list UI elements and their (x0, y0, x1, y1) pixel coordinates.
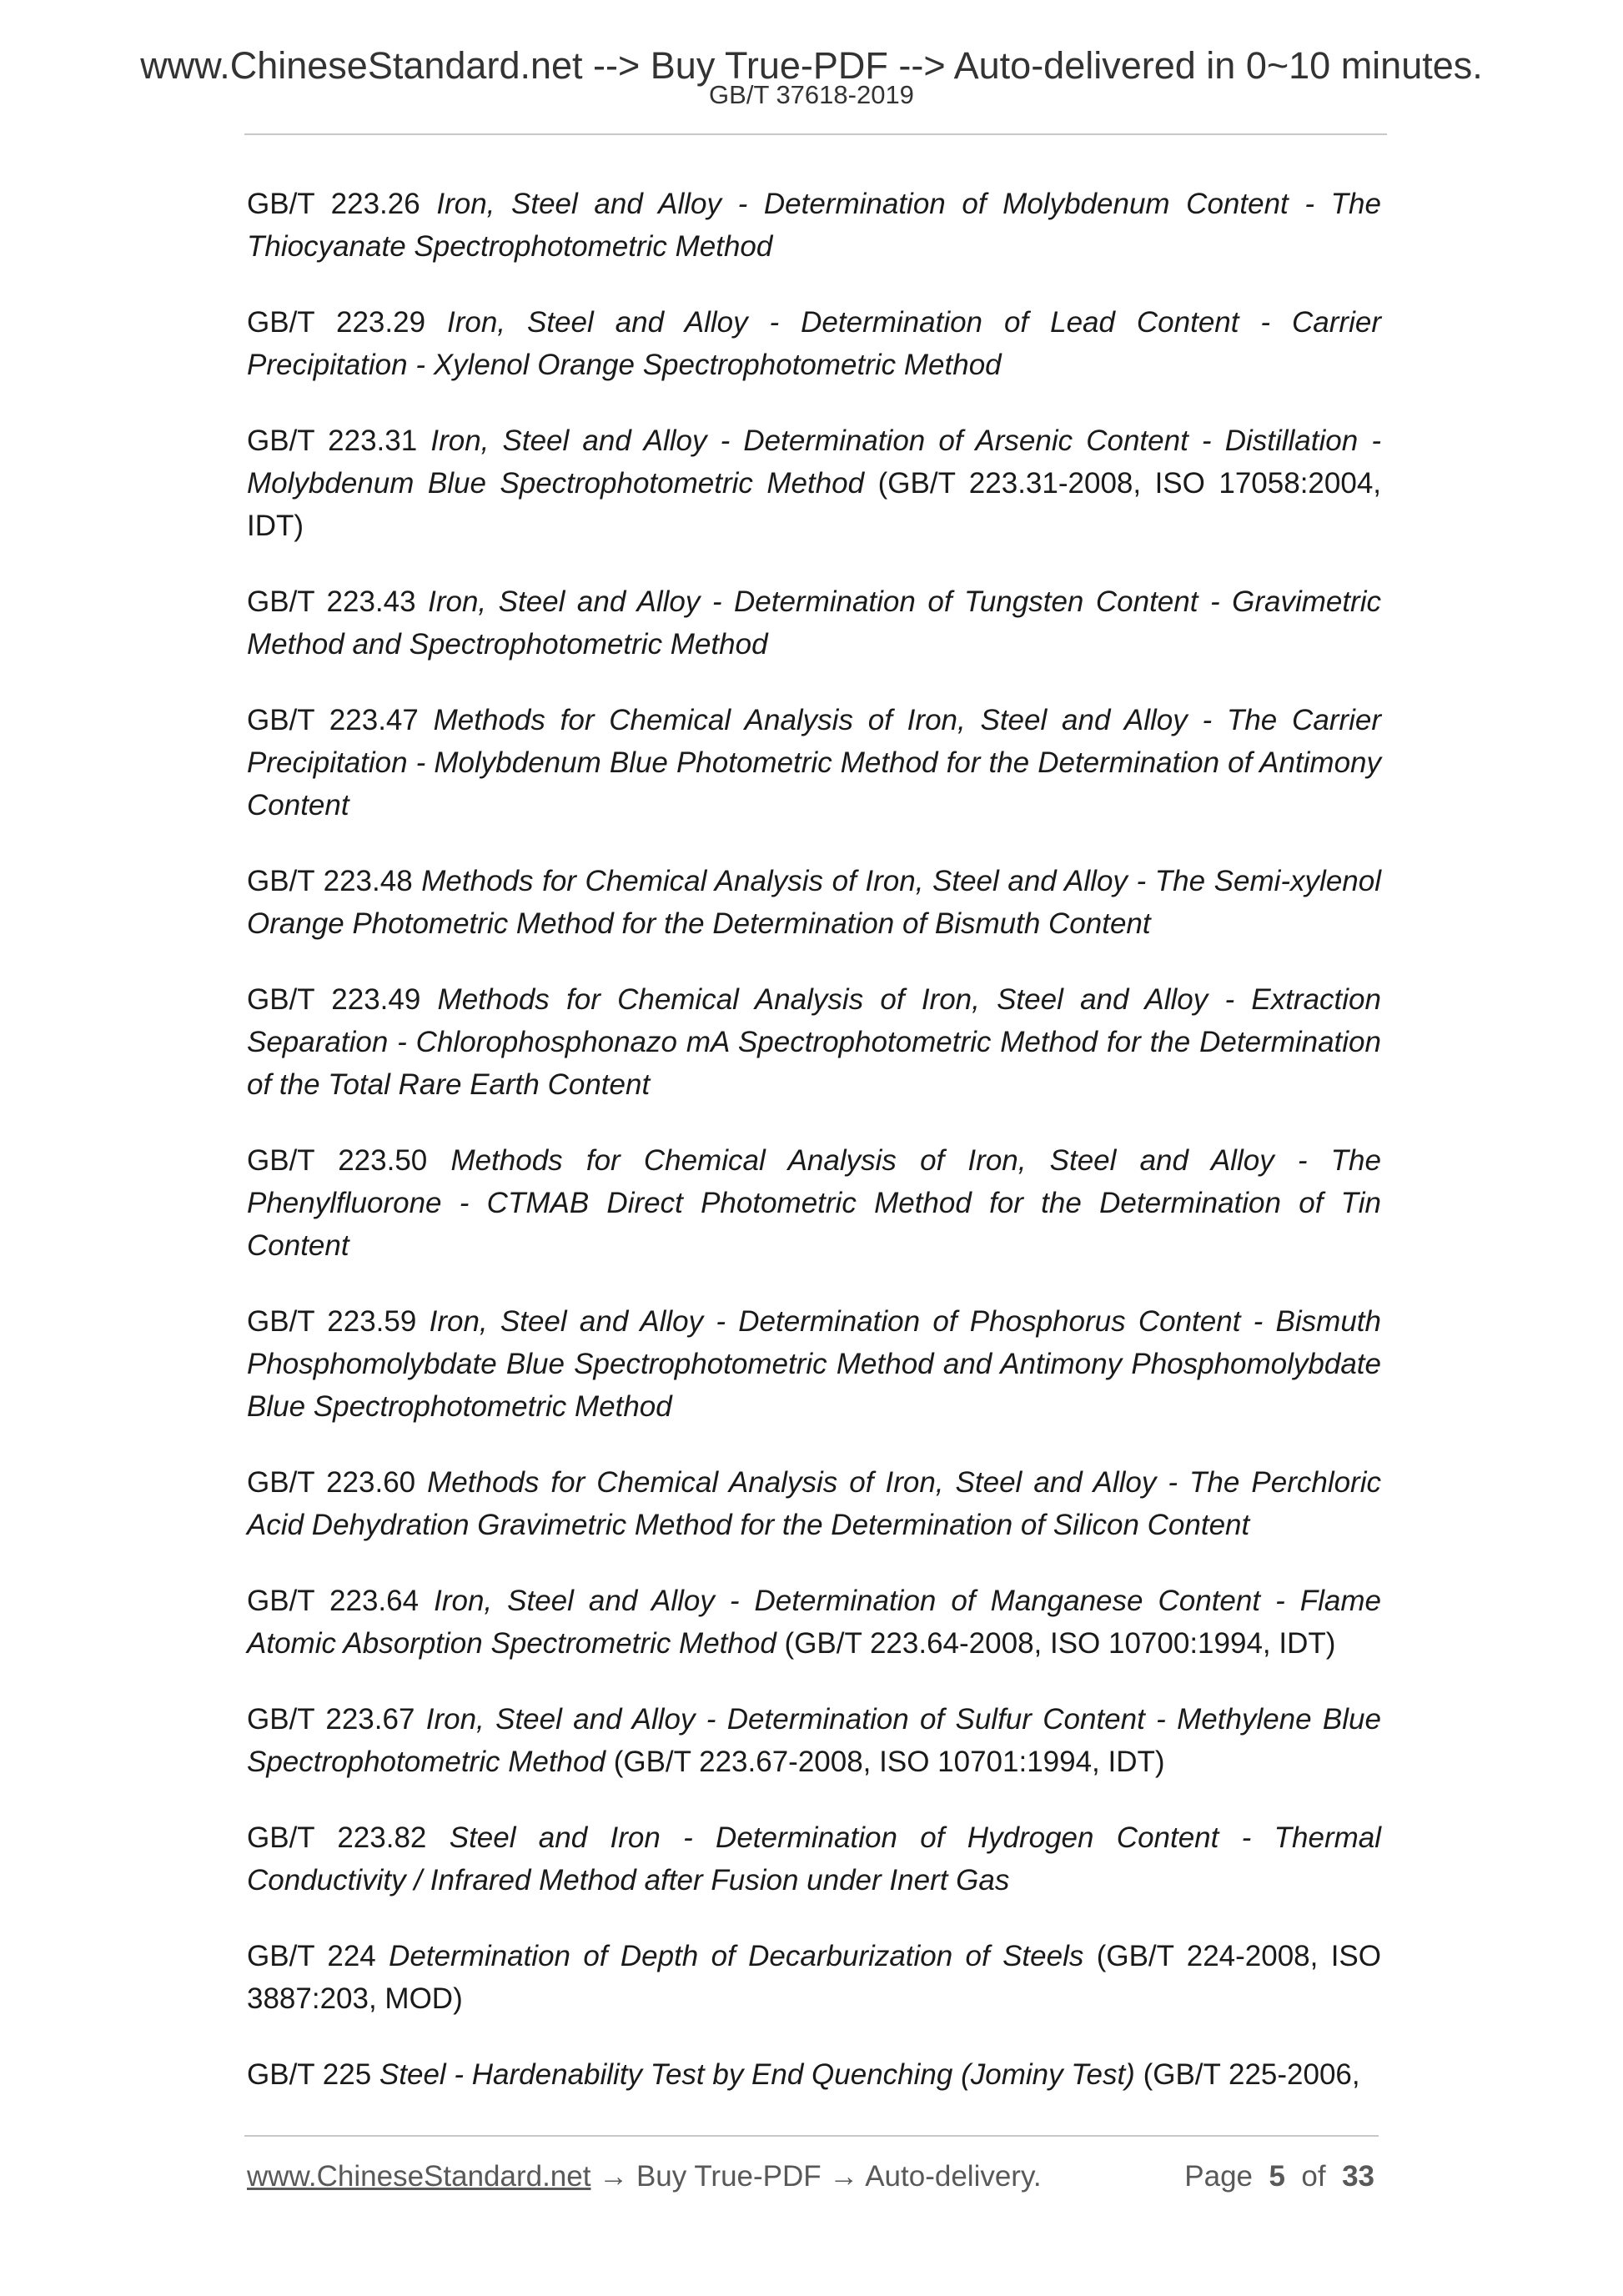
arrow-right-icon: → (599, 2160, 629, 2193)
reference-code: GB/T 223.60 (247, 1466, 416, 1499)
page-label: Page (1184, 2160, 1254, 2193)
reference-code: GB/T 223.29 (247, 306, 426, 339)
reference-title: Steel - Hardenability Test by End Quenching (Jominy Test) (379, 2058, 1135, 2091)
reference-title: Iron, Steel and Alloy - Determination of Sulfur Content - Methylene Blue Spectrophotometric Method (247, 1703, 1381, 1778)
reference-code: GB/T 223.67 (247, 1703, 415, 1736)
reference-code: GB/T 223.64 (247, 1585, 420, 1617)
reference-title: Steel and Iron - Determination of Hydrogen Content - Thermal Conductivity / Infrared Method after Fusion under Inert Gas (247, 1821, 1381, 1897)
reference-title: Iron, Steel and Alloy - Determination of Phosphorus Content - Bismuth Phosphomolybdate Blue Spectrophotometric Method and Antimony Phosphomolybdate Blue Spectrophotometric Method (247, 1305, 1381, 1423)
footer-delivery-text: Auto-delivery. (865, 2160, 1042, 2193)
reference-note: (GB/T 223.67-2008, ISO 10701:1994, IDT) (613, 1746, 1165, 1778)
footer-site-link[interactable]: www.ChineseStandard.net (247, 2160, 591, 2193)
reference-item (247, 301, 1381, 386)
reference-item (247, 1816, 1381, 1902)
arrow-right-icon: → (829, 2160, 859, 2193)
reference-title: Methods for Chemical Analysis of Iron, Steel and Alloy - The Semi-xylenol Orange Photometric Method for the Determination of Bismuth Content (247, 865, 1381, 940)
reference-note: (GB/T 223.64-2008, ISO 10700:1994, IDT) (784, 1627, 1336, 1660)
reference-note: (GB/T 225-2006, (1143, 2058, 1360, 2091)
reference-title: Methods for Chemical Analysis of Iron, Steel and Alloy - Extraction Separation - Chlorophosphonazo mA Spectrophotometric Method for the Determination of the Total Rare Earth Content (247, 983, 1381, 1101)
reference-code: GB/T 223.48 (247, 865, 413, 897)
page-footer (247, 2158, 1374, 2195)
reference-code: GB/T 223.82 (247, 1821, 427, 1854)
reference-item (247, 1300, 1381, 1428)
reference-item (247, 1139, 1381, 1267)
reference-item (247, 860, 1381, 945)
top-banner: www.ChineseStandard.net --> Buy True-PDF --> Auto-delivered in 0~10 minutes. (140, 44, 1483, 87)
reference-title: Iron, Steel and Alloy - Determination of Arsenic Content - Distillation - Molybdenum Blue Spectrophotometric Method (247, 425, 1381, 500)
reference-title: Methods for Chemical Analysis of Iron, Steel and Alloy - The Phenylfluorone - CTMAB Direct Photometric Method for the Determination of Tin Content (247, 1144, 1381, 1262)
reference-title: Methods for Chemical Analysis of Iron, Steel and Alloy - The Carrier Precipitation - Molybdenum Blue Photometric Method for the Determination of Antimony Content (247, 704, 1381, 821)
reference-item (247, 1580, 1381, 1665)
reference-note: (GB/T 223.31-2008, ISO 17058:2004, IDT) (247, 467, 1382, 542)
reference-title: Iron, Steel and Alloy - Determination of Lead Content - Carrier Precipitation - Xylenol Orange Spectrophotometric Method (247, 306, 1381, 381)
reference-code: GB/T 223.47 (247, 704, 419, 736)
footer-promo (247, 2158, 1042, 2195)
reference-code: GB/T 223.50 (247, 1144, 428, 1177)
reference-code: GB/T 225 (247, 2058, 372, 2091)
reference-code: GB/T 223.31 (247, 425, 418, 457)
reference-note: (GB/T 224-2008, ISO 3887:203, MOD) (247, 1940, 1381, 2015)
reference-item (247, 978, 1381, 1106)
page-indicator (1184, 2158, 1374, 2195)
document-code: GB/T 37618-2019 (709, 80, 914, 109)
header-divider (244, 133, 1387, 135)
total-pages: 33 (1342, 2160, 1374, 2193)
normative-references-list (247, 183, 1381, 2129)
reference-title: Methods for Chemical Analysis of Iron, Steel and Alloy - The Perchloric Acid Dehydration Gravimetric Method for the Determination of Silicon Content (247, 1466, 1381, 1541)
reference-title: Iron, Steel and Alloy - Determination of Manganese Content - Flame Atomic Absorption Spectrometric Method (247, 1585, 1381, 1660)
reference-title: Iron, Steel and Alloy - Determination of Tungsten Content - Gravimetric Method and Spectrophotometric Method (247, 585, 1381, 661)
footer-buy-text: Buy True-PDF (636, 2160, 822, 2193)
of-label: of (1301, 2160, 1326, 2193)
reference-title: Iron, Steel and Alloy - Determination of Molybdenum Content - The Thiocyanate Spectrophotometric Method (247, 188, 1381, 263)
reference-code: GB/T 223.43 (247, 585, 416, 618)
reference-item (247, 1935, 1381, 2020)
reference-item (247, 2053, 1381, 2096)
reference-code: GB/T 223.26 (247, 188, 420, 220)
reference-code: GB/T 223.59 (247, 1305, 417, 1338)
reference-item (247, 420, 1381, 547)
reference-item (247, 183, 1381, 268)
reference-item (247, 699, 1381, 826)
reference-item (247, 1698, 1381, 1783)
reference-item (247, 1461, 1381, 1546)
page-number: 5 (1269, 2160, 1285, 2193)
reference-item (247, 580, 1381, 666)
reference-title: Determination of Depth of Decarburization of Steels (389, 1940, 1084, 1972)
reference-code: GB/T 223.49 (247, 983, 421, 1016)
footer-divider (244, 2135, 1379, 2137)
reference-code: GB/T 224 (247, 1940, 376, 1972)
